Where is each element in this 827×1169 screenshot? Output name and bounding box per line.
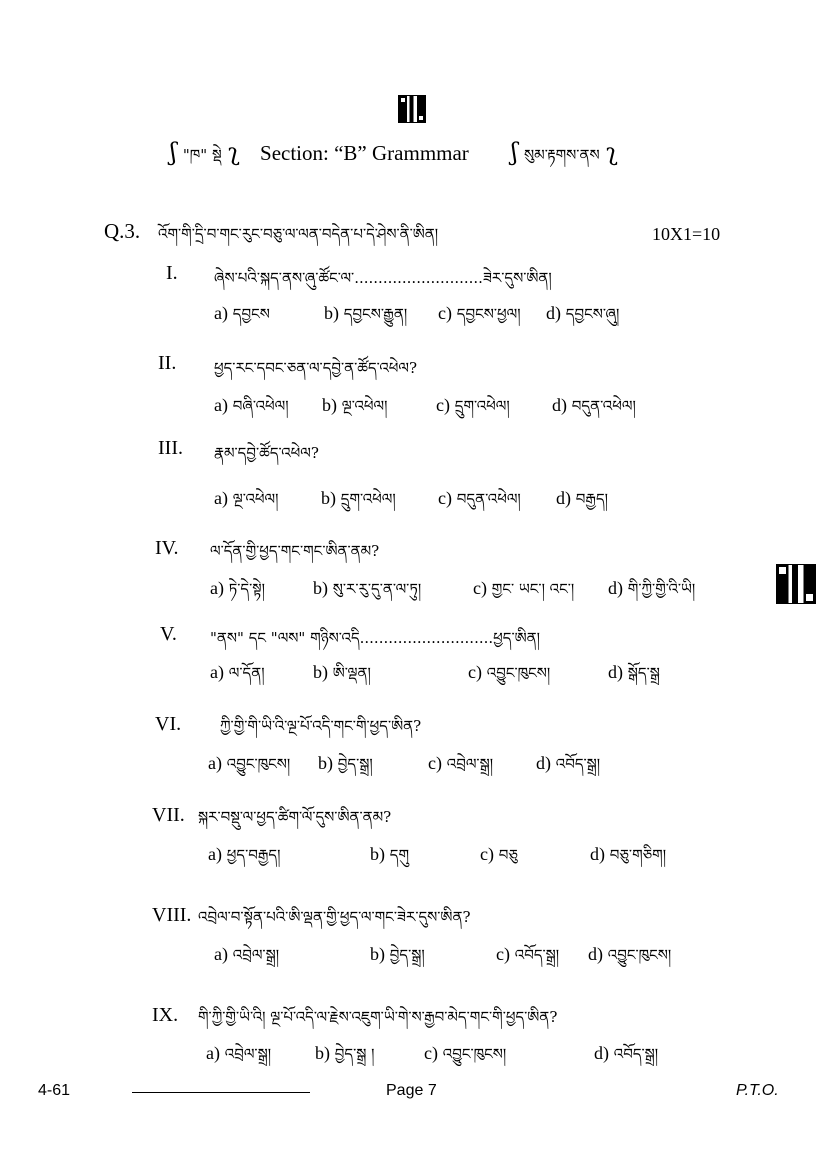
answer-option [588,939,671,981]
item-roman-numeral: IX. [152,1004,179,1026]
option-text: ལྔ་འཕེལ། [341,397,388,415]
item-roman-numeral: III. [158,437,183,459]
qr-code-top [399,96,425,122]
answer-option [552,390,636,432]
option-text: བཅུ [498,846,518,864]
option-text: དབྱངས་རྒྱུན། [343,305,408,323]
option-text: བཅུ་གཅིག། [609,846,667,864]
option-letter: a) [210,578,224,598]
answer-option [208,839,280,881]
section-title: Section: “B” Grammmar [260,141,469,165]
option-text: དབྱངས་ཕྱལ། [456,305,521,323]
item-question-text: ཞེས་པའི་སྐད་ནས་ཞུ་ཚོང་ལ་...........................ཟེར་དུས་ཨིན། [214,269,552,287]
answer-option [436,390,510,432]
right-bracket-open: ʃ [511,138,518,166]
answer-option [556,483,608,525]
answer-option [546,298,619,340]
option-text: ཕྱད་བརྒྱད། [226,846,281,864]
option-letter: a) [214,944,228,964]
footer-rule [132,1092,310,1093]
option-letter: b) [321,488,336,508]
item-question-text: སྐར་བསྡུ་ལ་ཕྱད་ཚིག་ལོ་དུས་ཨིན་ནམ? [198,808,392,826]
item-roman-numeral: II. [158,352,177,374]
item-question-text: ཀྱི་གྱི་གི་ཡི་འི་ལྔ་པོ་འདི་གང་གི་ཕྱད་ཨིན? [220,717,422,735]
option-text: འབྱུང་ཁུངས། [442,1045,507,1063]
item-roman-numeral: VIII. [152,904,192,926]
option-text: འབྲེལ་སྒྲ། [232,946,280,964]
answer-option [321,483,396,525]
option-letter: b) [313,662,328,682]
option-text: བྱེད་སྒྲ། [389,946,425,964]
option-letter: c) [436,395,450,415]
option-letter: b) [322,395,337,415]
answer-option [370,939,425,981]
answer-option [322,390,387,432]
option-text: གྱང་ ཡང་། འང་། [491,580,575,598]
option-text: འབྱུང་ཁུངས། [486,664,551,682]
answer-option [428,748,493,790]
item-question-text: "ནས" དང "ལས" གཉིས་འདི............................ཕྱད་ཨིན། [210,629,540,647]
answer-option [208,748,290,790]
answer-option [438,298,521,340]
page-number: Page 7 [386,1082,437,1099]
item-roman-numeral: IV. [155,537,179,559]
option-text: བྱེད་སྒྲ། [337,755,373,773]
option-text: འབོད་སྒྲ། [514,946,560,964]
answer-option [536,748,600,790]
option-text: བྱེད་སྒྲ ། [334,1045,375,1063]
option-letter: b) [313,578,328,598]
option-text: དྲུག་འཕེལ། [340,490,396,508]
answer-option [324,298,407,340]
option-letter: d) [608,578,623,598]
option-text: ཨི་ལྡན། [332,664,371,682]
item-roman-numeral: I. [166,262,178,284]
answer-option [214,390,289,432]
option-letter: c) [428,753,442,773]
option-text: འབོད་སྒྲ། [613,1045,659,1063]
option-letter: a) [208,753,222,773]
option-text: དགུ [389,846,410,864]
option-text: འབྲེལ་སྒྲ། [224,1045,272,1063]
option-letter: c) [468,662,482,682]
answer-option [214,298,270,340]
option-text: སུ་ར་རུ་དུ་ན་ལ་ཏུ། [332,580,422,598]
answer-option [315,1038,374,1080]
answer-option [424,1038,506,1080]
option-text: ལ་དོན། [228,664,265,682]
option-letter: a) [214,303,228,323]
option-text: སྒོད་སྒྲ [627,664,660,682]
answer-option [214,939,279,981]
right-bracket-close: ʅ [605,138,618,166]
option-letter: d) [536,753,551,773]
left-bracket-close: ʅ [227,138,240,166]
option-letter: c) [473,578,487,598]
option-text: བདུན་འཕེལ། [456,490,521,508]
answer-option [313,657,371,699]
option-letter: c) [424,1043,438,1063]
item-roman-numeral: VII. [152,804,185,826]
answer-option [608,573,695,615]
option-letter: b) [315,1043,330,1063]
answer-option [210,573,265,615]
item-roman-numeral: VI. [155,713,182,735]
option-letter: d) [546,303,561,323]
option-text: བརྒྱད། [575,490,608,508]
option-text: འབྱུང་ཁུངས། [607,946,672,964]
answer-option [210,657,265,699]
question-number: Q.3. [104,219,141,243]
option-letter: b) [370,844,385,864]
option-letter: a) [208,844,222,864]
option-text: དབྱངས་ཞུ། [565,305,620,323]
item-question-text: ལ་དོན་གྱི་ཕྱད་གང་གང་ཨིན་ནམ? [210,542,380,560]
option-text: དབྱངས [232,305,270,323]
option-letter: d) [556,488,571,508]
answer-option [496,939,559,981]
answer-option [594,1038,658,1080]
item-question-text: གི་ཀྱི་གྱི་ཡི་འི། ལྔ་པོ་འདི་ལ་རྗེས་འཇུག་ཡི་གེ་ས་རྒྱབ་མེད་གང་གི་ཕྱད་ཨིན? [198,1008,558,1026]
option-letter: b) [318,753,333,773]
option-letter: c) [496,944,510,964]
pto-label: P.T.O. [736,1082,779,1099]
option-text: ལྔ་འཕེལ། [232,490,279,508]
option-letter: a) [214,395,228,415]
left-bracket-open: ʃ [170,138,177,166]
item-question-text: འབྲེལ་བ་སྟོན་པའི་ཨི་ལྡན་གྱི་ཕྱད་ལ་གང་ཟེར་དུས་ཨིན? [198,908,471,926]
answer-option [473,573,574,615]
paper-code: 4-61 [38,1082,71,1099]
item-roman-numeral: V. [160,623,177,645]
item-question-text: རྣམ་དབྱེ་ཚོད་འཕེལ? [214,444,319,462]
option-text: བཞི་འཕེལ། [232,397,289,415]
option-letter: d) [588,944,603,964]
option-text: འབྱུང་ཁུངས། [226,755,291,773]
option-letter: a) [210,662,224,682]
section-header [170,138,618,181]
answer-option [214,483,278,525]
answer-option [608,657,660,699]
answer-option [313,573,421,615]
answer-option [590,839,666,881]
option-letter: d) [552,395,567,415]
qr-code-side [777,565,815,603]
option-text: བདུན་འཕེལ། [571,397,636,415]
option-letter: c) [438,303,452,323]
option-letter: c) [438,488,452,508]
option-letter: d) [608,662,623,682]
item-question-text: ཕྱད་རང་དབང་ཅན་ལ་དབྱེ་ན་ཚོད་འཕེལ? [214,359,418,377]
answer-option [206,1038,271,1080]
option-text: འབྲེལ་སྒྲ། [446,755,494,773]
answer-option [468,657,550,699]
answer-option [480,839,518,881]
option-text: ཏེ་དེ་སྟེ། [228,580,265,598]
option-letter: b) [324,303,339,323]
option-text: གི་ཀྱི་གྱི་འི་ཡི། [627,580,696,598]
question-marks: 10X1=10 [652,224,721,244]
option-text: དྲུག་འཕེལ། [454,397,510,415]
option-letter: d) [594,1043,609,1063]
section-left-label: "ཁ" སྡེ [182,146,222,164]
option-letter: c) [480,844,494,864]
question-instruction: འོག་གི་དྲི་བ་གང་རུང་བཅུ་ལ་ལན་བདེན་པ་དེ་ཤེས་ནི་ཨིན། [158,225,439,243]
option-letter: a) [214,488,228,508]
section-right-label: སུམ་རྟགས་ནས [524,146,600,164]
answer-option [318,748,373,790]
answer-option [370,839,409,881]
option-letter: d) [590,844,605,864]
option-letter: a) [206,1043,220,1063]
option-letter: b) [370,944,385,964]
answer-option [438,483,521,525]
option-text: འབོད་སྒྲ། [555,755,601,773]
